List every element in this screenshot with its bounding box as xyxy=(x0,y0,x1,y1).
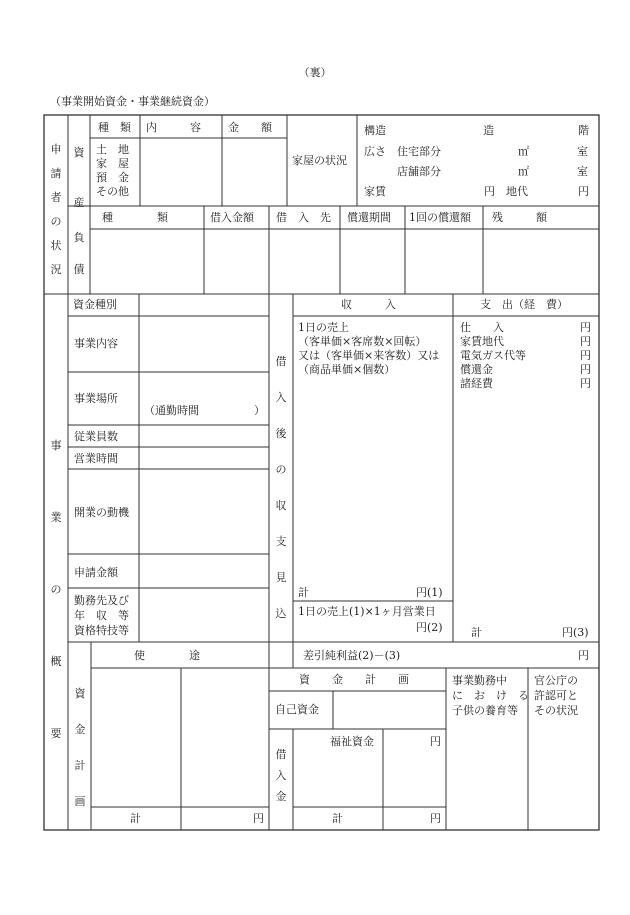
col-asset-amount: 金 額 xyxy=(228,121,272,134)
welfare-fund-label: 福祉資金 xyxy=(330,735,374,748)
land-rent-yen-unit: 円 xyxy=(578,185,589,198)
form-subtitle: （事業開始資金・事業継続資金） xyxy=(50,95,215,108)
motive-label: 開業の動機 xyxy=(74,506,129,519)
fund-type-label: 資金種別 xyxy=(73,298,117,311)
debt-label: 負債 xyxy=(73,231,85,276)
expense-header: 支 出（経 費） xyxy=(480,298,568,311)
floors-unit: 階 xyxy=(578,124,589,137)
assets-label: 資産 xyxy=(73,146,85,209)
net-profit-yen: 円 xyxy=(578,649,589,662)
area-label: 広さ xyxy=(364,145,386,158)
structure-unit: 造 xyxy=(483,124,494,137)
asset-types-list: 土 地 家 屋 預 金 その他 xyxy=(96,143,129,198)
income-header: 収 入 xyxy=(341,298,396,311)
usage-total-label: 計 xyxy=(130,812,141,825)
income-formula: 1日の売上 （客単価×客席数×回転） 又は（客単価×来客数）又は （商品単価×個数） xyxy=(298,321,440,376)
fund-plan-header: 資 金 計 画 xyxy=(299,673,409,686)
welfare-fund-yen: 円 xyxy=(430,735,441,748)
col-asset-content: 内 容 xyxy=(146,121,201,134)
expense-item: 償還金 xyxy=(460,363,493,376)
usage-header: 使 途 xyxy=(134,649,200,662)
borrow-total-label: 計 xyxy=(332,812,343,825)
income-total-yen: 円(1) xyxy=(416,586,443,599)
work-history-label: 勤務先及び 年 収 等 資格特技等 xyxy=(74,594,129,637)
store-room-unit: 室 xyxy=(577,165,588,178)
expense-item: 諸経費 xyxy=(460,377,493,390)
rent-label: 家賃 xyxy=(364,185,386,198)
own-funds-label: 自己資金 xyxy=(275,703,319,716)
usage-total-yen: 円 xyxy=(253,812,264,825)
expense-item: 電気ガス代等 xyxy=(460,349,526,362)
expense-total-label: 計 xyxy=(471,626,482,639)
col-debt-period: 償還期間 xyxy=(347,211,391,224)
employees-label: 従業員数 xyxy=(74,430,118,443)
col-asset-type: 種 類 xyxy=(98,121,131,134)
col-debt-type: 種 類 xyxy=(102,211,168,224)
business-place-label: 事業場所 xyxy=(74,392,118,405)
expense-item: 仕 入 xyxy=(460,321,504,334)
monthly-sales-yen: 円(2) xyxy=(416,621,443,634)
expense-total-yen: 円(3) xyxy=(562,626,589,639)
business-hours-label: 営業時間 xyxy=(74,452,118,465)
expense-item-yen: 円 xyxy=(580,377,591,390)
col-debt-lender: 借 入 先 xyxy=(276,211,331,224)
outlook-label: 借入後の収支見込 xyxy=(275,355,287,620)
residential-label: 住宅部分 xyxy=(397,145,441,158)
expense-item-yen: 円 xyxy=(580,349,591,362)
col-debt-balance: 残 額 xyxy=(492,211,547,224)
expense-item: 家賃地代 xyxy=(460,335,504,348)
land-rent-label: 地代 xyxy=(506,185,528,198)
residential-sqm-unit: ㎡ xyxy=(518,145,529,158)
commute-time-label: （通勤時間 ） xyxy=(144,404,265,417)
applicant-section-label: 申請者の状況 xyxy=(50,143,62,276)
borrow-label: 借入金 xyxy=(275,748,287,803)
store-label: 店舗部分 xyxy=(397,165,441,178)
house-status-label: 家屋の状況 xyxy=(292,154,347,167)
expense-item-yen: 円 xyxy=(580,363,591,376)
expense-item-yen: 円 xyxy=(580,321,591,334)
col-debt-installment: 1回の償還額 xyxy=(409,211,471,224)
borrow-total-yen: 円 xyxy=(430,812,441,825)
page-title: （裏） xyxy=(298,66,332,79)
funds-plan-label: 資金計画 xyxy=(74,687,86,808)
structure-label: 構造 xyxy=(364,124,386,137)
col-debt-amount: 借入金額 xyxy=(210,211,254,224)
requested-amount-label: 申請金額 xyxy=(74,566,118,579)
expense-item-yen: 円 xyxy=(580,335,591,348)
business-section-label: 事業の概要 xyxy=(50,439,62,740)
permit-label: 官公庁の 許認可と その状況 xyxy=(534,674,578,717)
business-content-label: 事業内容 xyxy=(74,337,118,350)
net-profit-label: 差引純利益(2)－(3) xyxy=(303,649,401,662)
rent-yen-unit: 円 xyxy=(484,185,495,198)
monthly-sales-label: 1日の売上(1)×1ヶ月営業日 xyxy=(298,605,436,618)
store-sqm-unit: ㎡ xyxy=(518,165,529,178)
income-total-label: 計 xyxy=(298,586,309,599)
residential-room-unit: 室 xyxy=(577,145,588,158)
childcare-label: 事業勤務中 に お け る 子供の養育等 xyxy=(452,674,529,717)
